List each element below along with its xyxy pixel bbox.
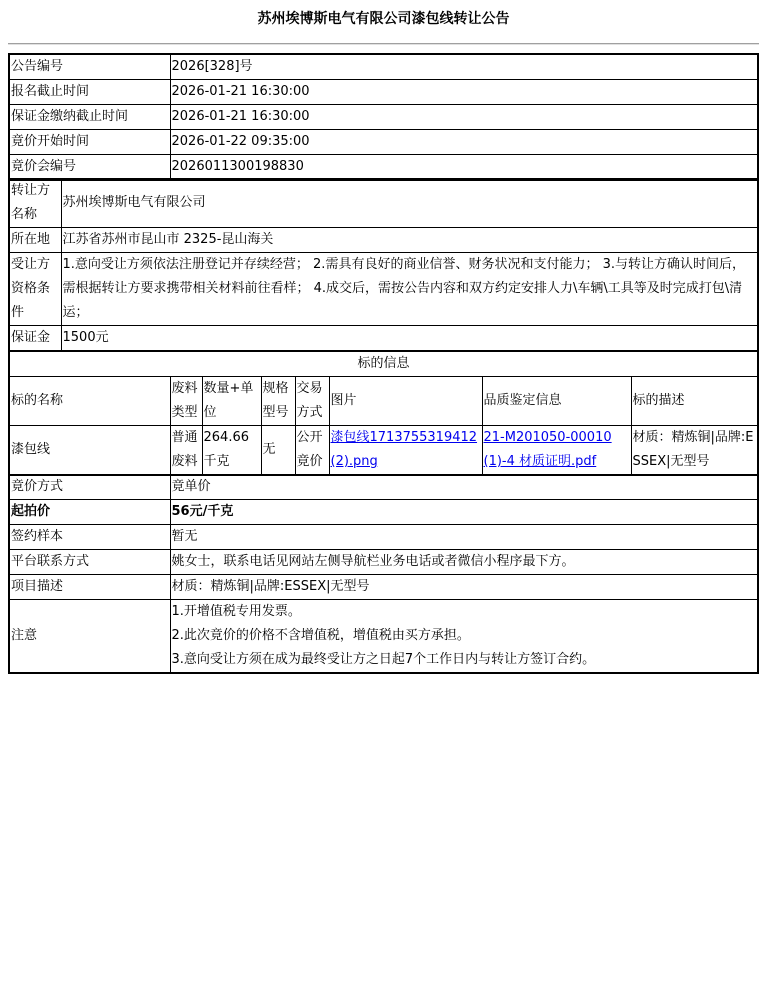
page-title: 苏州埃博斯电气有限公司漆包线转让公告 [257, 11, 510, 27]
label-bid-start-time: 竟价开始时间 [9, 130, 170, 155]
header-quality: 品质鉴定信息 [482, 377, 631, 426]
header-quantity: 数量+单位 [202, 377, 261, 426]
table-row [9, 155, 758, 181]
lot-waste-type: 普通废料 [170, 426, 202, 476]
notice-item: 1.开增值税专用发票。 [171, 604, 301, 619]
value-registration-deadline: 2026-01-21 16:30:00 [170, 80, 758, 105]
value-announcement-no: 2026[328]号 [170, 54, 758, 80]
header-trade-mode: 交易方式 [295, 377, 329, 426]
header-image: 图片 [329, 377, 482, 426]
notice-item: 3.意向受让方须在成为最终受让方之日起7个工作日内与转让方签订合约。 [171, 652, 596, 667]
terms-table [8, 474, 759, 674]
lot-quantity: 264.66千克 [202, 426, 261, 476]
table-row [9, 80, 758, 105]
label-project-description: 项目描述 [9, 575, 170, 600]
image-file-link[interactable]: 漆包线1713755319412(2).png [330, 430, 478, 469]
lot-name: 漆包线 [9, 426, 170, 476]
label-contract-sample: 签约样本 [9, 525, 170, 550]
value-contact: 姚女士，联系电话见网站左侧导航栏业务电话或者微信小程序最下方。 [170, 550, 758, 575]
lot-trade-mode: 公开竟价 [295, 426, 329, 476]
value-contract-sample: 暂无 [170, 525, 758, 550]
label-contact: 平台联系方式 [9, 550, 170, 575]
value-deposit-deadline: 2026-01-21 16:30:00 [170, 105, 758, 130]
lot-info-table [8, 351, 759, 476]
lot-section-title: 标的信息 [9, 352, 758, 377]
header-spec: 规格型号 [261, 377, 295, 426]
table-row [9, 550, 758, 575]
label-auction-no: 竟价会编号 [9, 155, 170, 181]
lot-description: 材质：精炼铜|品牌:ESSEX|无型号 [631, 426, 758, 476]
label-starting-price: 起拍价 [9, 500, 170, 525]
table-row [9, 575, 758, 600]
table-row [9, 228, 758, 253]
table-row [9, 475, 758, 500]
label-qualification: 受让方资格条件 [9, 253, 61, 326]
value-transferor-name: 苏州埃博斯电气有限公司 [61, 179, 758, 228]
header-lot-name: 标的名称 [9, 377, 170, 426]
label-location: 所在地 [9, 228, 61, 253]
label-deposit: 保证金 [9, 326, 61, 352]
title-divider [8, 43, 759, 45]
table-row [9, 525, 758, 550]
table-row [9, 500, 758, 525]
value-qualification: 1.意向受让方须依法注册登记并存续经营； 2.需具有良好的商业信誉、财务状况和支付能力； 3.与转让方确认时间后，需根据转让方要求携带相关材料前往看样； 4.成交后，需按公告内容和双方约定安排人力\车辆\工具等及时完成打包\清运； [61, 253, 758, 326]
basic-info-table [8, 53, 759, 181]
label-deposit-deadline: 保证金缴纳截止时间 [9, 105, 170, 130]
label-registration-deadline: 报名截止时间 [9, 80, 170, 105]
value-deposit: 1500元 [61, 326, 758, 352]
value-auction-no: 2026011300198830 [170, 155, 758, 181]
table-row [9, 54, 758, 80]
value-notice [170, 600, 758, 674]
table-row [9, 179, 758, 228]
table-row [9, 130, 758, 155]
transferor-table [8, 178, 759, 352]
lot-spec: 无 [261, 426, 295, 476]
header-description: 标的描述 [631, 377, 758, 426]
quality-certificate-link[interactable]: 21-M201050-00010(1)-4 材质证明.pdf [483, 430, 612, 469]
table-row [9, 600, 758, 674]
table-row [9, 326, 758, 352]
notice-item: 2.此次竟价的价格不含增值税，增值税由买方承担。 [171, 628, 470, 643]
section-header-row [9, 352, 758, 377]
table-row [9, 105, 758, 130]
label-transferor-name: 转让方名称 [9, 179, 61, 228]
value-project-description: 材质：精炼铜|品牌:ESSEX|无型号 [170, 575, 758, 600]
header-waste-type: 废料类型 [170, 377, 202, 426]
table-row [9, 253, 758, 326]
value-bid-start-time: 2026-01-22 09:35:00 [170, 130, 758, 155]
label-announcement-no: 公告编号 [9, 54, 170, 80]
table-row [9, 426, 758, 476]
label-bid-method: 竟价方式 [9, 475, 170, 500]
value-bid-method: 竟单价 [170, 475, 758, 500]
value-location: 江苏省苏州市昆山市 2325-昆山海关 [61, 228, 758, 253]
label-notice: 注意 [9, 600, 170, 674]
value-starting-price: 56元/千克 [170, 500, 758, 525]
header-row [9, 377, 758, 426]
